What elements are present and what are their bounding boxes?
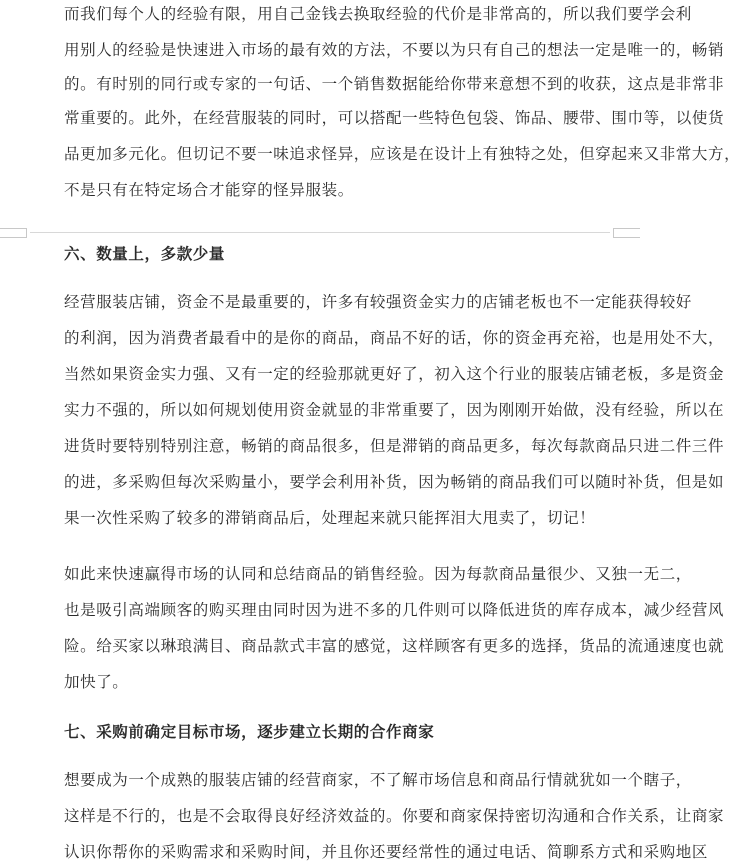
paragraph-line: 品更加多元化。但切记不要一味追求怪异，应该是在设计上有独特之处，但穿起来又非常大方，: [64, 145, 740, 163]
paragraph-line: 如此来快速赢得市场的认同和总结商品的销售经验。因为每款商品量很少、又独一无二，: [64, 565, 692, 583]
paragraph-line: 也是吸引高端顾客的购买理由同时因为进不多的几件则可以降低进货的库存成本，减少经营风: [64, 601, 725, 619]
paragraph-line: 的利润，因为消费者最看中的是你的商品，商品不好的话，你的资金再充裕，也是用处不大，: [64, 329, 725, 347]
paragraph-line: 加快了。: [64, 673, 129, 691]
section-heading: 七、采购前确定目标市场，逐步建立长期的合作商家: [64, 722, 435, 741]
paragraph-line: 进货时要特别特别注意，畅销的商品很多，但是滞销的商品更多，每次每款商品只进二件三件: [64, 437, 725, 455]
paragraph-line: 常重要的。此外，在经营服装的同时，可以搭配一些特色包袋、饰品、腰带、围巾等，以使货: [64, 109, 725, 127]
paragraph-line: 经营服装店铺，资金不是最重要的，许多有较强资金实力的店铺老板也不一定能获得较好: [64, 293, 692, 311]
paragraph-line: 果一次性采购了较多的滞销商品后，处理起来就只能挥泪大甩卖了，切记！: [64, 509, 596, 527]
paragraph-line: 认识你帮你的采购需求和采购时间，并且你还要经常性的通过电话、简聊系方式和采购地区: [64, 843, 709, 861]
paragraph-line: 不是只有在特定场合才能穿的怪异服装。: [64, 181, 354, 199]
paragraph-line: 用别人的经验是快速进入市场的最有效的方法，不要以为只有自己的想法一定是唯一的，畅销: [64, 41, 725, 59]
paragraph-line: 的。有时别的同行或专家的一句话、一个销售数据能给你带来意想不到的收获，这点是非常非: [64, 75, 725, 93]
paragraph-line: 的进，多采购但每次采购量小，要学会利用补货，因为畅销的商品我们可以随时补货，但是如: [64, 473, 725, 491]
page-corner-marker: [613, 228, 640, 238]
section-heading: 六、数量上，多款少量: [64, 244, 226, 263]
paragraph-line: 当然如果资金实力强、又有一定的经验那就更好了，初入这个行业的服装店铺老板，多是资金: [64, 365, 725, 383]
paragraph-line: 险。给买家以琳琅满目、商品款式丰富的感觉，这样顾客有更多的选择，货品的流通速度也就: [64, 637, 725, 655]
paragraph-line: 这样是不行的，也是不会取得良好经济效益的。你要和商家保持密切沟通和合作关系，让商家: [64, 807, 725, 825]
page-corner-marker: [0, 228, 27, 238]
paragraph-line: 而我们每个人的经验有限，用自己金钱去换取经验的代价是非常高的，所以我们要学会利: [64, 5, 692, 23]
page-break-rule: [30, 232, 610, 233]
page-break-separator: [0, 229, 640, 237]
paragraph-line: 实力不强的，所以如何规划使用资金就显的非常重要了，因为刚刚开始做，没有经验，所以在: [64, 401, 725, 419]
paragraph-line: 想要成为一个成熟的服装店铺的经营商家，不了解市场信息和商品行情就犹如一个瞎子，: [64, 771, 692, 789]
